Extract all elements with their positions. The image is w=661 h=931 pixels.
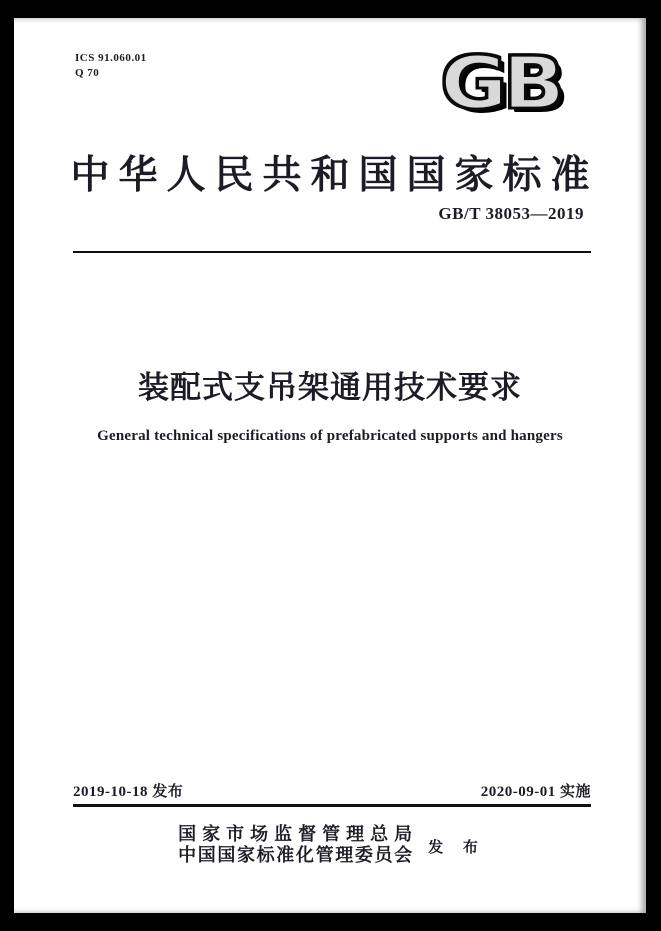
ics-code: ICS 91.060.01 — [75, 52, 147, 64]
standard-title-chinese: 装配式支吊架通用技术要求 — [138, 370, 522, 406]
standard-title-english: General technical specifications of prefabricated supports and hangers — [97, 428, 563, 444]
issuing-authorities — [73, 824, 591, 866]
standard-cover-page — [14, 18, 646, 913]
china-classification-code: Q 70 — [75, 67, 100, 80]
header-divider-line — [73, 251, 591, 253]
issuer-names — [178, 824, 412, 866]
standard-number: GB/T 38053—2019 — [438, 204, 584, 223]
implementation-date: 2020-09-01 实施 — [480, 784, 591, 800]
issuer-sac: 中国国家标准化管理委员会 — [178, 845, 413, 865]
dates-row — [73, 780, 591, 801]
national-standard-heading: 中华人民共和国国家标准 — [70, 154, 599, 197]
issuer-samr: 国家市场监督管理总局 — [178, 824, 413, 844]
footer-divider-line — [73, 804, 591, 807]
ics-classification-block — [75, 51, 147, 82]
publish-label: 发 布 — [428, 839, 486, 856]
issue-date: 2019-10-18 发布 — [73, 784, 184, 800]
gb-logo: GB — [440, 41, 560, 126]
